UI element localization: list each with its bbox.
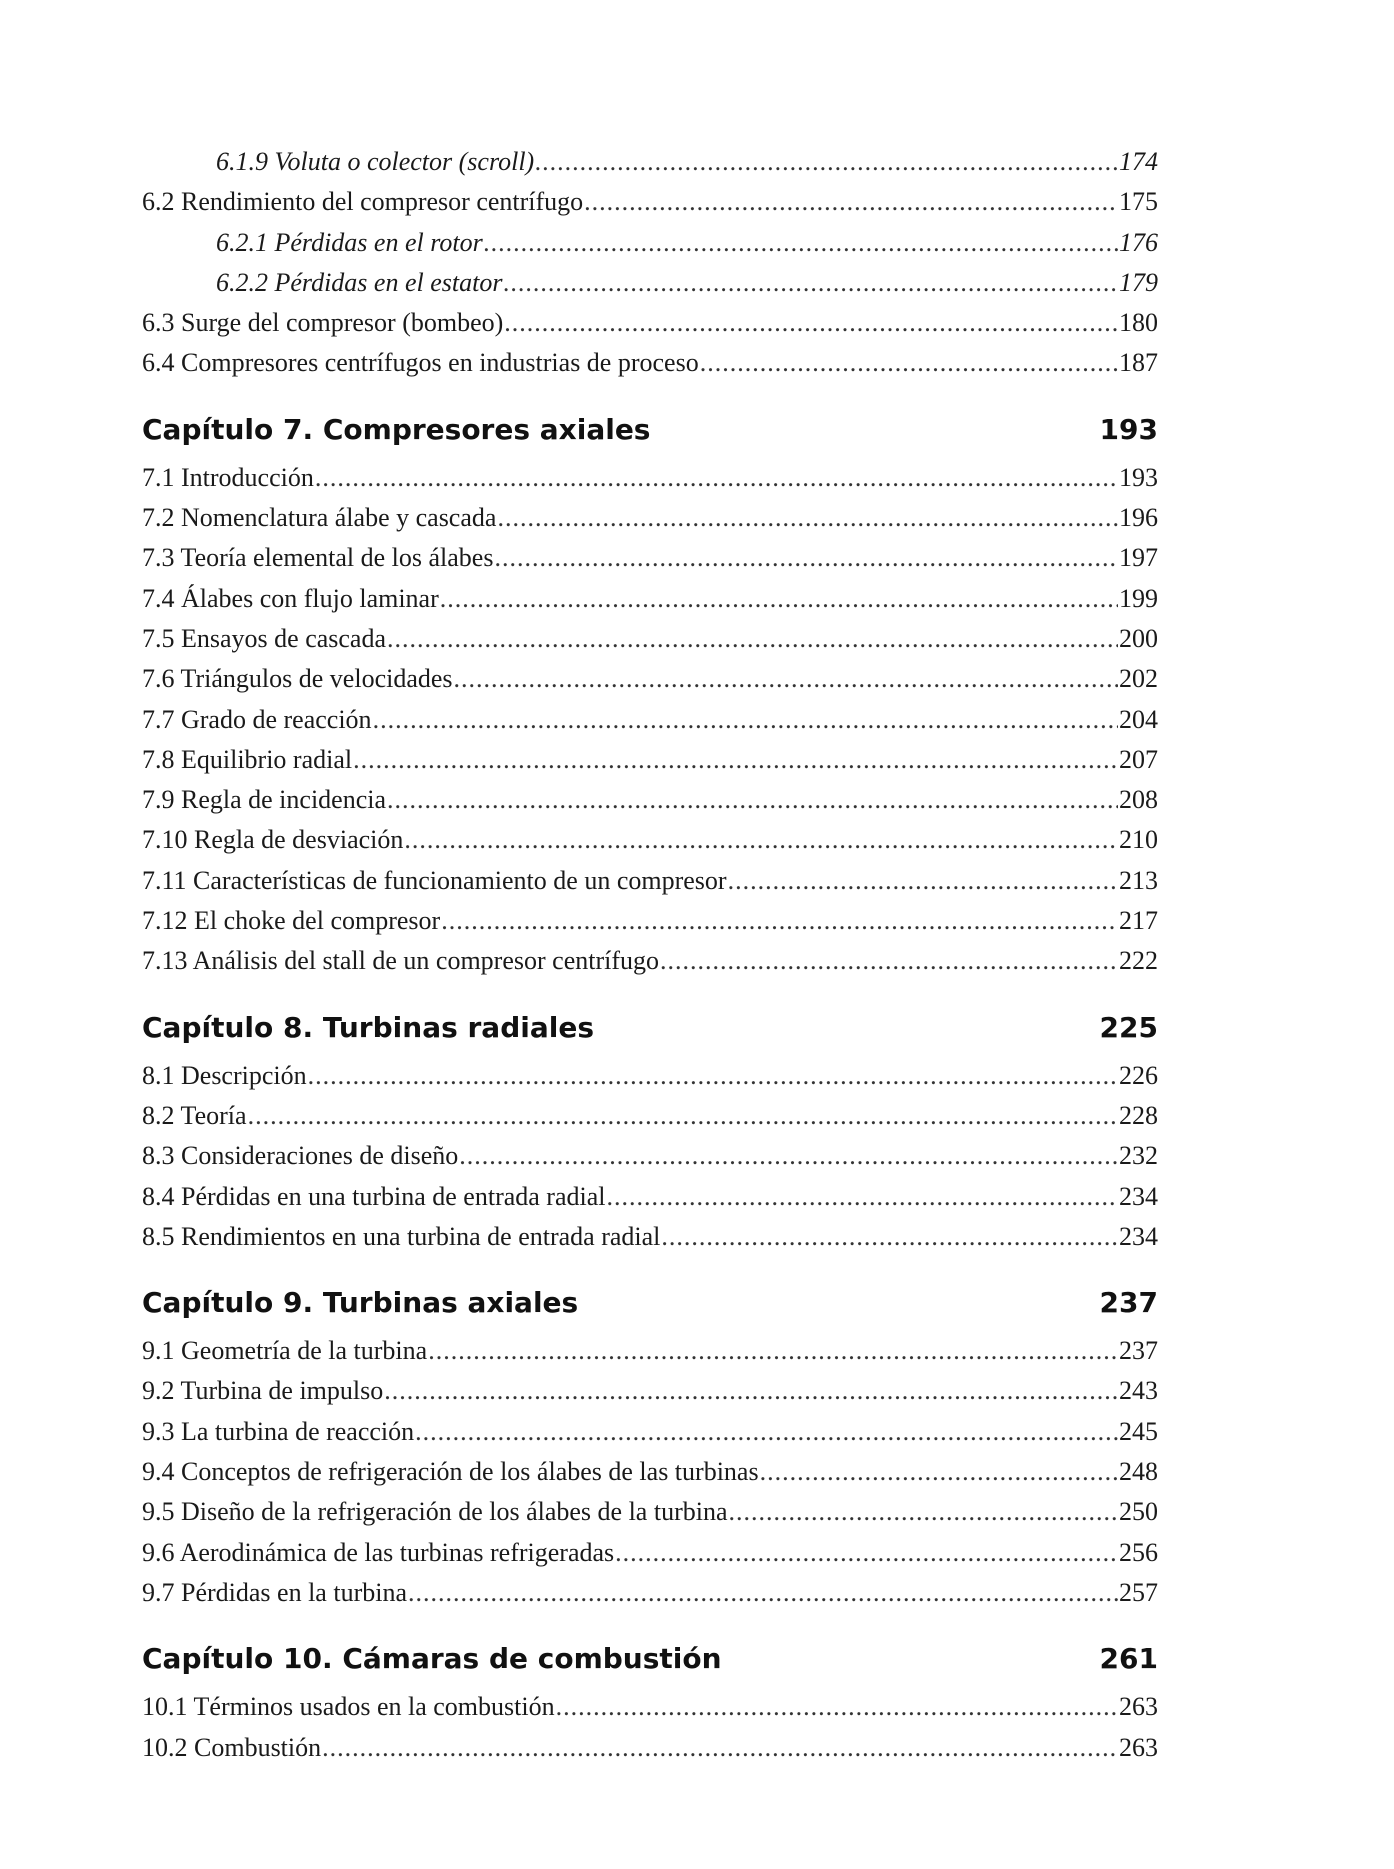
entry-page-number: 196 <box>1119 503 1158 533</box>
entry-title: 8.1 Descripción <box>142 1060 307 1090</box>
entry-title: 7.7 Grado de reacción <box>142 704 372 734</box>
entry-title: 9.4 Conceptos de refrigeración de los álabes de las turbinas <box>142 1457 759 1487</box>
dot-leader <box>404 820 1118 860</box>
entry-page-number: 199 <box>1119 583 1158 613</box>
toc-chapter-heading <box>142 1639 1158 1679</box>
entry-page-number: 179 <box>1119 267 1158 297</box>
entry-page-number: 213 <box>1119 865 1158 895</box>
dot-leader <box>248 1096 1118 1136</box>
entry-title: 6.2.1 Pérdidas en el rotor <box>216 227 483 257</box>
entry-title: 9.7 Pérdidas en la turbina <box>142 1577 407 1607</box>
dot-leader <box>504 303 1118 343</box>
entry-page-number: 234 <box>1119 1221 1158 1251</box>
dot-leader <box>607 1177 1119 1217</box>
entry-title: 6.4 Compresores centrífugos en industrias de proceso <box>142 348 699 378</box>
entry-page-number: 226 <box>1119 1060 1158 1090</box>
toc-section-entry[interactable] <box>142 182 1158 222</box>
toc-section-entry[interactable] <box>142 1177 1158 1217</box>
toc-section-entry[interactable] <box>142 1056 1158 1096</box>
toc-chapter-heading <box>142 1008 1158 1048</box>
entry-page-number: 176 <box>1119 227 1158 257</box>
dot-leader <box>322 1728 1118 1768</box>
toc-chapter-heading <box>142 410 1158 450</box>
dot-leader <box>584 182 1118 222</box>
dot-leader <box>459 1136 1118 1176</box>
entry-page-number: 197 <box>1119 543 1158 573</box>
entry-page-number: 234 <box>1119 1181 1158 1211</box>
chapter-page-number: 193 <box>1099 412 1158 446</box>
entry-title: 7.8 Equilibrio radial <box>142 744 353 774</box>
entry-title: 7.5 Ensayos de cascada <box>142 623 387 653</box>
toc-section-entry[interactable] <box>142 498 1158 538</box>
entry-page-number: 222 <box>1119 946 1158 976</box>
entry-title: 7.12 El choke del compresor <box>142 906 441 936</box>
dot-leader <box>454 659 1118 699</box>
entry-page-number: 232 <box>1119 1141 1158 1171</box>
entry-title: 10.2 Combustión <box>142 1732 322 1762</box>
chapter-page-number: 237 <box>1099 1286 1158 1320</box>
entry-title: 8.3 Consideraciones de diseño <box>142 1141 459 1171</box>
dot-leader <box>384 1371 1118 1411</box>
toc-chapter-heading <box>142 1283 1158 1323</box>
table-of-contents <box>142 142 1158 1768</box>
entry-page-number: 237 <box>1119 1336 1158 1366</box>
entry-page-number: 210 <box>1119 825 1158 855</box>
dot-leader <box>484 223 1118 263</box>
chapter-page-number: 225 <box>1099 1010 1158 1044</box>
chapter-title: Capítulo 10. Cámaras de combustión <box>142 1642 722 1676</box>
toc-subsection-entry[interactable] <box>142 142 1158 182</box>
entry-page-number: 204 <box>1119 704 1158 734</box>
entry-title: 7.13 Análisis del stall de un compresor centrífugo <box>142 946 660 976</box>
entry-title: 7.1 Introducción <box>142 462 314 492</box>
entry-page-number: 174 <box>1119 147 1158 176</box>
chapter-title: Capítulo 7. Compresores axiales <box>142 412 651 446</box>
chapter-title: Capítulo 8. Turbinas radiales <box>142 1010 594 1044</box>
toc-section-entry[interactable] <box>142 458 1158 498</box>
entry-title: 9.5 Diseño de la refrigeración de los álabes de la turbina <box>142 1497 728 1527</box>
dot-leader <box>497 498 1118 538</box>
entry-title: 7.3 Teoría elemental de los álabes <box>142 543 494 573</box>
dot-leader <box>661 1217 1118 1257</box>
toc-section-entry[interactable] <box>142 343 1158 383</box>
entry-title: 7.11 Características de funcionamiento de un compresor <box>142 865 727 895</box>
dot-leader <box>441 901 1118 941</box>
dot-leader <box>440 579 1118 619</box>
toc-section-entry[interactable] <box>142 1412 1158 1452</box>
toc-section-entry[interactable] <box>142 780 1158 820</box>
toc-section-entry[interactable] <box>142 820 1158 860</box>
chapter-page-number: 261 <box>1099 1642 1158 1676</box>
toc-section-entry[interactable] <box>142 1096 1158 1136</box>
dot-leader <box>728 861 1118 901</box>
dot-leader <box>503 263 1118 303</box>
dot-leader <box>615 1533 1118 1573</box>
entry-title: 10.1 Términos usados en la combustión <box>142 1692 555 1722</box>
entry-page-number: 217 <box>1119 906 1158 936</box>
entry-title: 9.6 Aerodinámica de las turbinas refrigeradas <box>142 1537 615 1567</box>
toc-section-entry[interactable] <box>142 1687 1158 1727</box>
entry-page-number: 202 <box>1119 664 1158 694</box>
toc-section-entry[interactable] <box>142 740 1158 780</box>
dot-leader <box>387 780 1118 820</box>
dot-leader <box>760 1452 1118 1492</box>
dot-leader <box>353 740 1118 780</box>
dot-leader <box>315 458 1118 498</box>
entry-page-number: 263 <box>1119 1692 1158 1722</box>
toc-section-entry[interactable] <box>142 538 1158 578</box>
chapter-title: Capítulo 9. Turbinas axiales <box>142 1286 579 1320</box>
entry-title: 7.9 Regla de incidencia <box>142 785 387 815</box>
toc-section-entry[interactable] <box>142 619 1158 659</box>
toc-section-entry[interactable] <box>142 659 1158 699</box>
entry-title: 6.2 Rendimiento del compresor centrífugo <box>142 187 584 217</box>
entry-page-number: 228 <box>1119 1100 1158 1130</box>
entry-title: 8.4 Pérdidas en una turbina de entrada radial <box>142 1181 606 1211</box>
toc-section-entry[interactable] <box>142 1371 1158 1411</box>
dot-leader <box>415 1412 1118 1452</box>
entry-page-number: 243 <box>1119 1376 1158 1406</box>
entry-title: 6.1.9 Voluta o colector (scroll) <box>216 147 535 176</box>
entry-title: 7.6 Triángulos de velocidades <box>142 664 453 694</box>
entry-title: 7.2 Nomenclatura álabe y cascada <box>142 503 497 533</box>
dot-leader <box>700 343 1118 383</box>
dot-leader <box>729 1492 1119 1532</box>
toc-section-entry[interactable] <box>142 901 1158 941</box>
entry-title: 8.5 Rendimientos en una turbina de entrada radial <box>142 1221 661 1251</box>
entry-title: 8.2 Teoría <box>142 1100 247 1130</box>
entry-page-number: 263 <box>1119 1732 1158 1762</box>
entry-page-number: 200 <box>1119 623 1158 653</box>
toc-section-entry[interactable] <box>142 700 1158 740</box>
toc-section-entry[interactable] <box>142 1136 1158 1176</box>
entry-title: 6.2.2 Pérdidas en el estator <box>216 267 503 297</box>
entry-title: 7.4 Álabes con flujo laminar <box>142 583 439 613</box>
entry-title: 6.3 Surge del compresor (bombeo) <box>142 308 504 338</box>
entry-page-number: 250 <box>1119 1497 1158 1527</box>
entry-page-number: 208 <box>1119 785 1158 815</box>
toc-section-entry[interactable] <box>142 861 1158 901</box>
toc-section-entry[interactable] <box>142 303 1158 343</box>
dot-leader <box>428 1331 1118 1371</box>
toc-section-entry[interactable] <box>142 1728 1158 1768</box>
dot-leader <box>408 1573 1118 1613</box>
toc-section-entry[interactable] <box>142 1217 1158 1257</box>
toc-section-entry[interactable] <box>142 1533 1158 1573</box>
toc-section-entry[interactable] <box>142 1573 1158 1613</box>
dot-leader <box>373 700 1118 740</box>
dot-leader <box>535 142 1118 182</box>
toc-section-entry[interactable] <box>142 1452 1158 1492</box>
entry-page-number: 207 <box>1119 744 1158 774</box>
toc-subsection-entry[interactable] <box>142 263 1158 303</box>
entry-title: 7.10 Regla de desviación <box>142 825 404 855</box>
dot-leader <box>556 1687 1118 1727</box>
toc-subsection-entry[interactable] <box>142 223 1158 263</box>
entry-page-number: 187 <box>1119 348 1158 378</box>
dot-leader <box>387 619 1118 659</box>
entry-page-number: 193 <box>1119 462 1158 492</box>
entry-page-number: 257 <box>1119 1577 1158 1607</box>
entry-title: 9.1 Geometría de la turbina <box>142 1336 428 1366</box>
toc-section-entry[interactable] <box>142 579 1158 619</box>
toc-section-entry[interactable] <box>142 1492 1158 1532</box>
entry-page-number: 256 <box>1119 1537 1158 1567</box>
dot-leader <box>660 941 1118 981</box>
entry-page-number: 175 <box>1119 187 1158 217</box>
entry-page-number: 248 <box>1119 1457 1158 1487</box>
dot-leader <box>494 538 1118 578</box>
toc-section-entry[interactable] <box>142 1331 1158 1371</box>
entry-page-number: 180 <box>1119 308 1158 338</box>
entry-title: 9.2 Turbina de impulso <box>142 1376 384 1406</box>
toc-section-entry[interactable] <box>142 941 1158 981</box>
entry-title: 9.3 La turbina de reacción <box>142 1416 415 1446</box>
dot-leader <box>308 1056 1118 1096</box>
entry-page-number: 245 <box>1119 1416 1158 1446</box>
